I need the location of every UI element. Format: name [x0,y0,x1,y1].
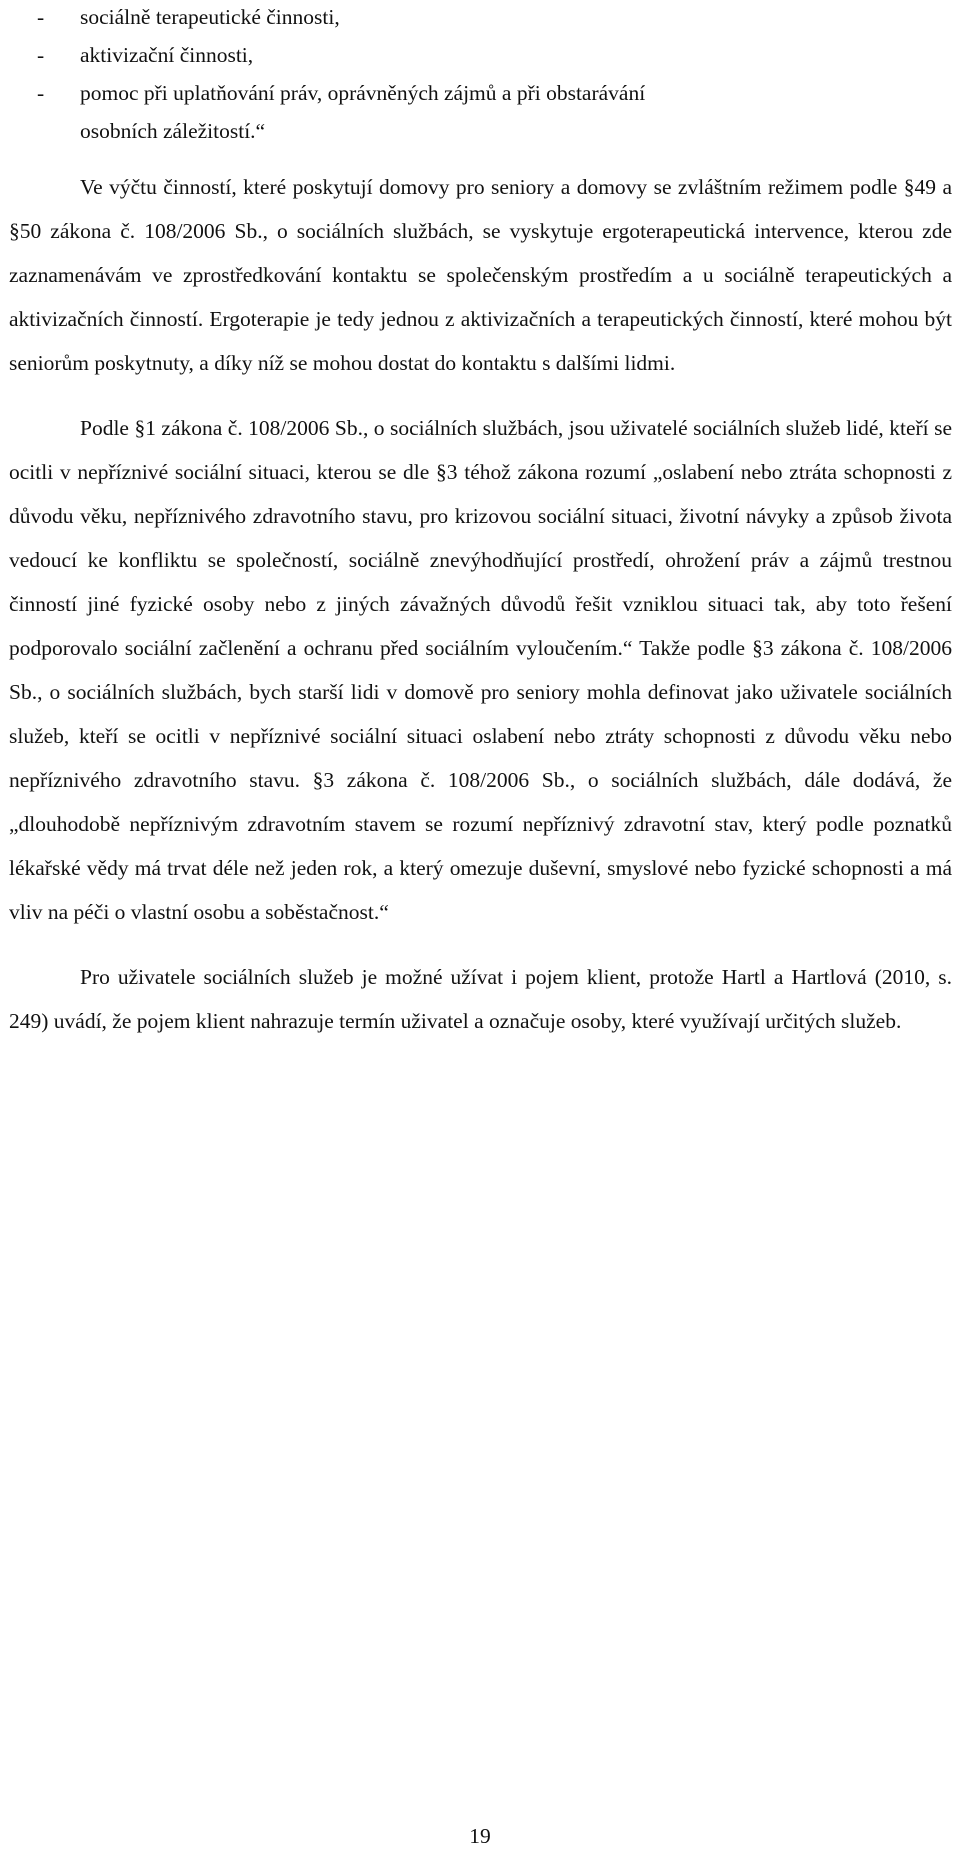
list-item [9,76,952,144]
document-page [9,0,952,1043]
list-dash: - [37,5,45,29]
paragraph: Pro uživatele sociálních služeb je možné užívat i pojem klient, protože Hartl a Hartlová (2010, s. 249) uvádí, že pojem klient nahrazuje termín uživatel a označuje osoby, které využívají určitých služeb. [9,965,952,1033]
paragraph: Podle §1 zákona č. 108/2006 Sb., o sociálních službách, jsou uživatelé sociálních služeb lidé, kteří se ocitli v nepříznivé sociální situaci, kterou se dle §3 téhož zákona rozumí „oslabení nebo ztráta schopnosti z důvodu věku, nepříznivého zdravotního stavu, pro krizovou sociální situaci, životní návyky a způsob života vedoucí ke konfliktu se společností, sociálně znevýhodňující prostředí, ohrožení práv a zájmů trestnou činností jiné fyzické osoby nebo z jiných závažných důvodů řešit vzniklou situaci tak, aby toto řešení podporovalo sociální začlenění a ochranu před sociálním vyloučením.“ Takže podle §3 zákona č. 108/2006 Sb., o sociálních službách, bych starší lidi v domově pro seniory mohla definovat jako uživatele sociálních služeb, kteří se ocitli v nepříznivé sociální situaci oslabení nebo ztráty schopnosti z důvodu věku nebo nepříznivého zdravotního stavu. §3 zákona č. 108/2006 Sb., o sociálních službách, dále dodává, že „dlouhodobě nepříznivým zdravotním stavem se rozumí nepříznivý zdravotní stav, který podle poznatků lékařské vědy má trvat déle než jeden rok, a který omezuje duševní, smyslové nebo fyzické schopnosti a má vliv na péči o vlastní osobu a soběstačnost.“ [9,416,952,924]
list-item-text: aktivizační činnosti, [80,43,254,67]
page-number: 19 [469,1824,491,1848]
list-dash: - [37,43,45,67]
list-dash: - [37,81,45,105]
activity-list [9,0,952,144]
list-item [9,0,952,38]
list-item-text: pomoc při uplatňování práv, oprávněných zájmů a při obstarávání [80,81,646,105]
list-item [9,38,952,76]
list-item-text-continued: osobních záležitostí.“ [80,119,266,143]
paragraph: Ve výčtu činností, které poskytují domovy pro seniory a domovy se zvláštním režimem podle §49 a §50 zákona č. 108/2006 Sb., o sociálních službách, se vyskytuje ergoterapeutická intervence, kterou zde zaznamenávám ve zprostředkování kontaktu se společenským prostředím a u sociálně terapeutických a aktivizačních činností. Ergoterapie je tedy jednou z aktivizačních a terapeutických činností, které mohou být seniorům poskytnuty, a díky níž se mohou dostat do kontaktu s dalšími lidmi. [9,175,952,375]
list-item-text: sociálně terapeutické činnosti, [80,5,340,29]
